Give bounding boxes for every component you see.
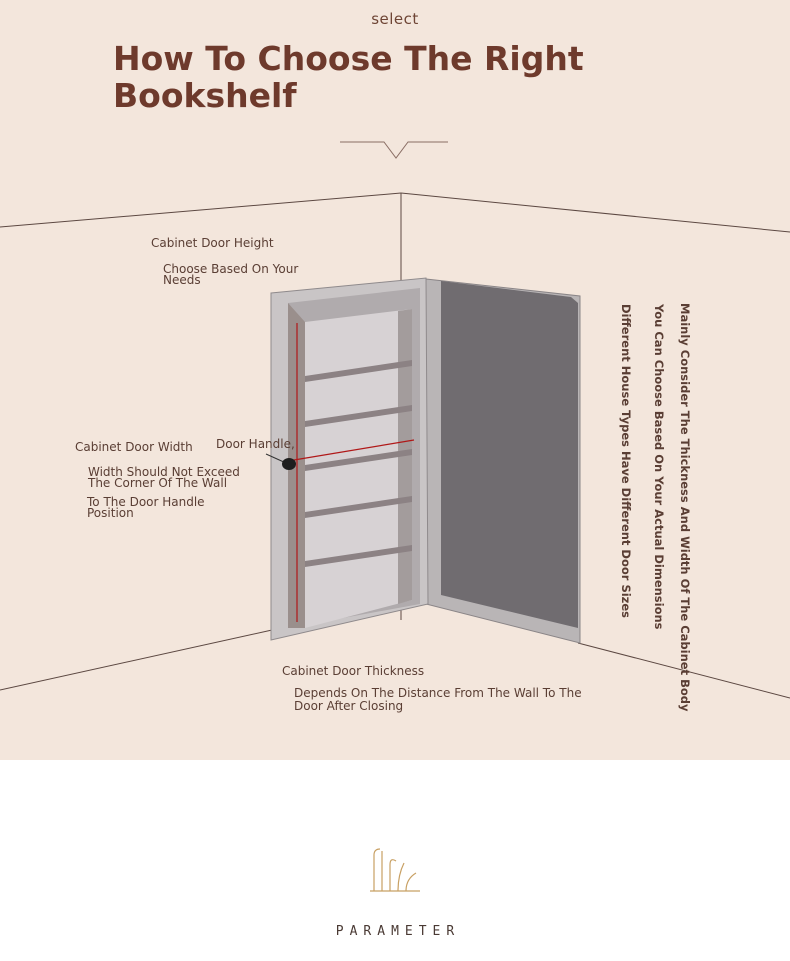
width-description-line: To The Door Handle — [87, 495, 205, 509]
width-description-extra — [87, 497, 205, 519]
thickness-description-line: Depends On The Distance From The Wall To The — [294, 686, 582, 700]
title-divider — [340, 142, 448, 158]
ceiling-line-left — [0, 193, 401, 227]
width-label: Cabinet Door Width — [75, 440, 193, 454]
height-description — [163, 264, 298, 286]
thickness-description-line: Door After Closing — [294, 699, 404, 713]
section-kicker: select — [371, 10, 419, 28]
vertical-note-2: You Can Choose Based On Your Actual Dimensions — [652, 304, 666, 630]
title-line-1: How To Choose The Right — [113, 39, 584, 78]
title-line-2: Bookshelf — [113, 76, 297, 115]
thickness-description — [294, 687, 582, 713]
door-handle-knob — [282, 458, 296, 470]
width-description-line: Position — [87, 506, 134, 520]
height-description-line: Choose Based On Your — [163, 262, 299, 276]
open-door-face — [441, 281, 578, 628]
brand-logo-icon — [360, 843, 430, 895]
ceiling-line-right — [401, 193, 790, 232]
width-description-line: The Corner Of The Wall — [88, 476, 228, 490]
thickness-label: Cabinet Door Thickness — [282, 664, 425, 678]
vertical-note-3: Different House Types Have Different Door Sizes — [619, 304, 633, 619]
brand-wordmark: PARAMETER — [335, 924, 461, 939]
height-label: Cabinet Door Height — [151, 236, 274, 250]
width-description-line: Width Should Not Exceed — [88, 465, 240, 479]
height-description-line: Needs — [163, 273, 201, 287]
vertical-note-1: Mainly Consider The Thickness And Width Of The Cabinet Body — [678, 303, 692, 712]
door-handle-label: Door Handle, — [216, 437, 295, 451]
width-description — [88, 467, 240, 489]
floor-line-left — [0, 630, 272, 690]
